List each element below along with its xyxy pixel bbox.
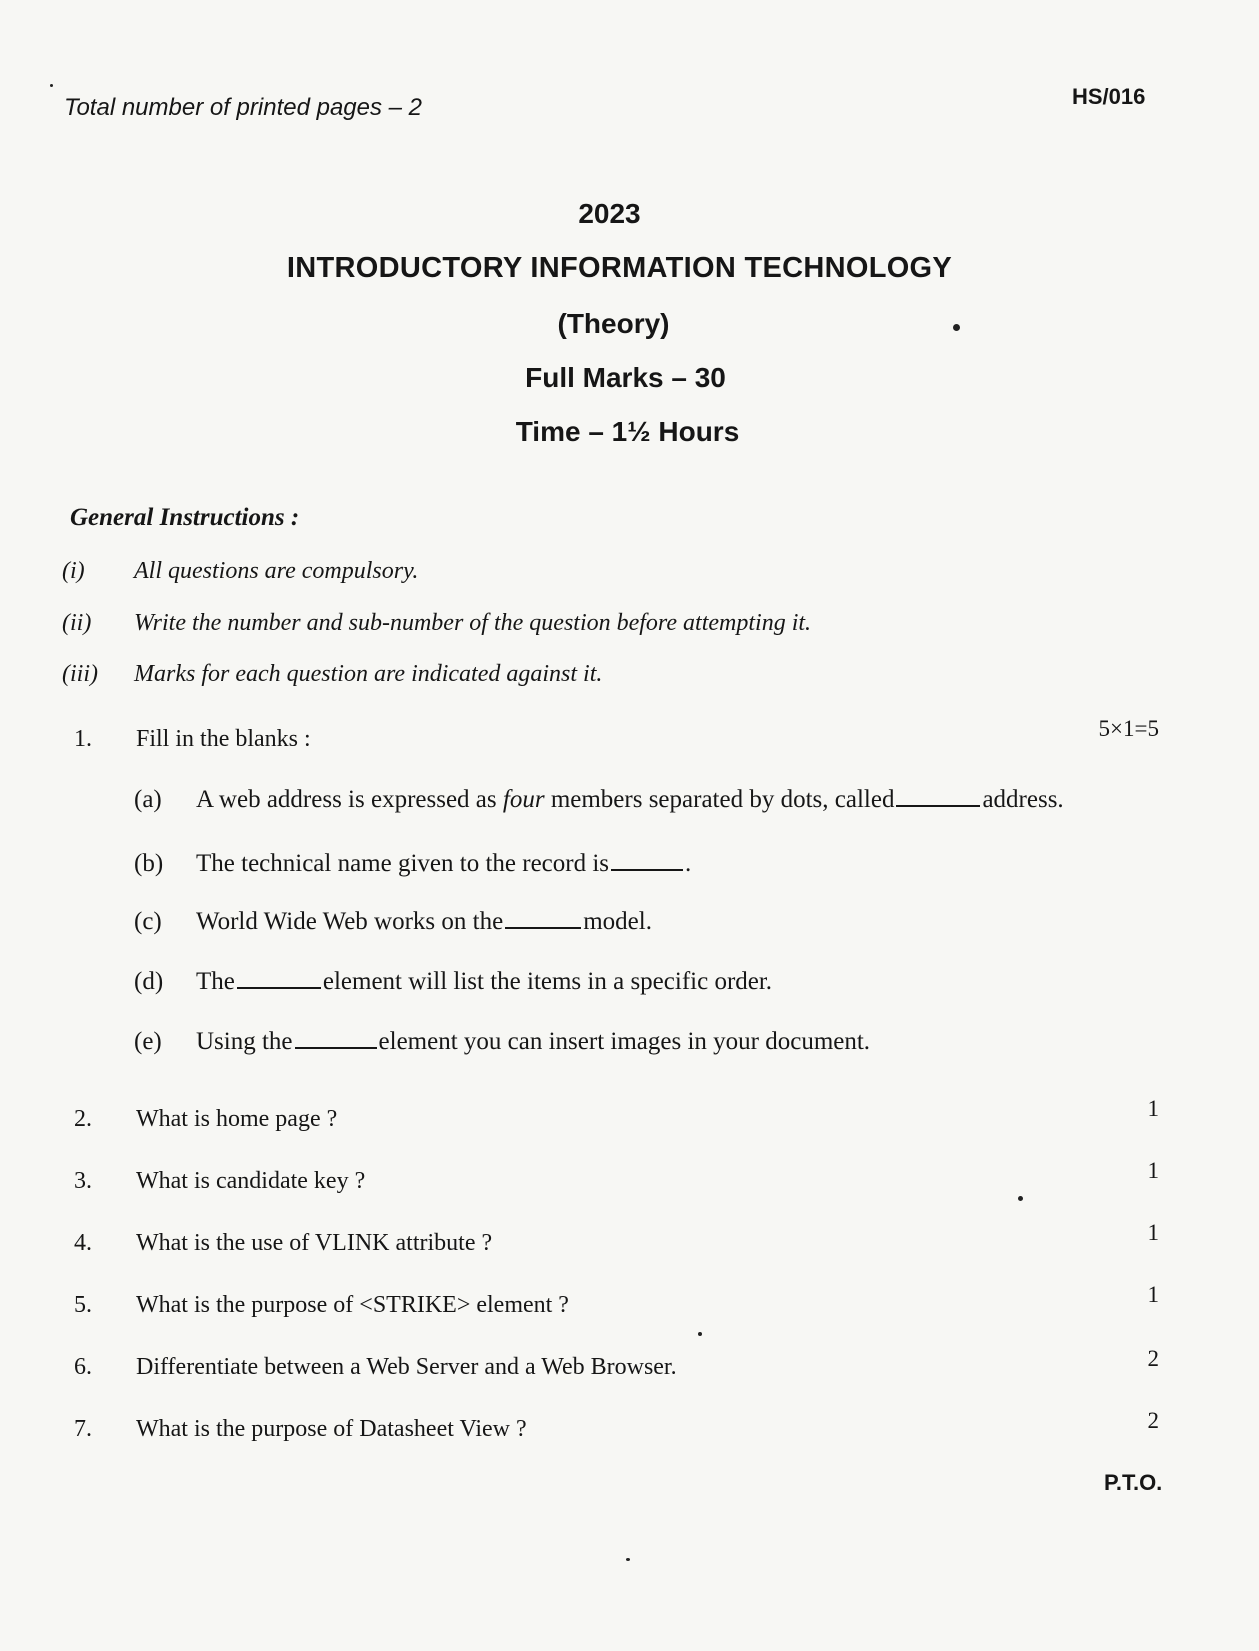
subpart-e [134,1028,870,1056]
subpart-text-before: The technical name given to the record is [196,850,610,877]
exam-time: Time – 1½ Hours [515,416,740,447]
answer-blank [295,1046,377,1049]
subpart-emphasis: four [502,786,545,813]
question-text: What is the purpose of Datasheet View ? [136,1416,527,1442]
question-number: 4. [74,1230,92,1256]
subpart-label: (b) [134,850,164,877]
subpart-d [134,968,772,996]
subpart-text-before: Using the [196,1028,293,1055]
question-marks: 1 [1147,1158,1159,1183]
question-marks: 2 [1147,1346,1159,1371]
scan-speck [698,1332,702,1336]
subpart-text-after: element you can insert images in your document. [378,1028,871,1055]
subpart-label: (e) [134,1028,162,1055]
subpart-text-middle: members separated by dots, called [544,786,895,813]
answer-blank [237,986,321,989]
subpart-label: (a) [134,786,162,813]
full-marks: Full Marks – 30 [525,362,726,393]
question-text: What is the use of VLINK attribute ? [136,1230,493,1256]
subpart-b [134,850,691,878]
subpart-text-before: The [196,968,235,995]
subpart-text-after: address. [982,786,1064,813]
subpart-text-after: element will list the items in a specific order. [322,968,773,995]
question-number: 6. [74,1354,92,1380]
subpart-label: (d) [134,968,164,995]
scan-speck [953,324,960,331]
question-text: What is candidate key ? [136,1168,366,1194]
exam-title: INTRODUCTORY INFORMATION TECHNOLOGY [286,252,953,284]
answer-blank [611,868,683,871]
question-text: What is home page ? [136,1106,338,1132]
question-number: 7. [74,1416,92,1442]
subpart-c [134,908,652,936]
exam-subtitle: (Theory) [557,308,670,339]
question-number: 2. [74,1106,92,1132]
scan-speck [626,1558,630,1561]
question-marks: 1 [1147,1282,1159,1307]
subpart-label: (c) [134,908,162,935]
subpart-text-before: World Wide Web works on the [196,908,504,935]
scan-speck [50,84,53,87]
instructions-heading: General Instructions : [70,504,300,531]
instruction-text: All questions are compulsory. [134,558,419,584]
subpart-text-after: model. [583,908,652,935]
instruction-item [62,558,418,585]
question-number: 1. [74,726,92,752]
question-number: 5. [74,1292,92,1318]
answer-blank [505,926,581,929]
exam-year: 2023 [578,198,641,229]
instruction-number: (i) [62,558,85,584]
question-marks: 1 [1147,1220,1159,1245]
instruction-text: Marks for each question are indicated against it. [134,661,603,687]
subpart-a [134,786,1064,814]
answer-blank [896,804,980,807]
question-marks: 2 [1147,1408,1159,1433]
please-turn-over: P.T.O. [1104,1470,1163,1495]
subpart-text-after: . [685,850,692,877]
instruction-text: Write the number and sub-number of the question before attempting it. [134,610,812,636]
subpart-text-before: A web address is expressed as [196,786,503,813]
question-marks: 1 [1147,1096,1159,1121]
instruction-number: (iii) [62,661,98,687]
instruction-item [62,610,811,637]
paper-code: HS/016 [1072,84,1146,109]
scan-speck [1018,1196,1023,1201]
printed-pages-note: Total number of printed pages – 2 [64,94,423,121]
question-text: What is the purpose of <STRIKE> element ? [136,1292,569,1318]
question-text: Differentiate between a Web Server and a Web Browser. [136,1354,677,1380]
instruction-number: (ii) [62,610,92,636]
instruction-item [62,661,602,688]
question-text: Fill in the blanks : [136,726,311,752]
question-number: 3. [74,1168,92,1194]
question-marks: 5×1=5 [1098,716,1159,741]
